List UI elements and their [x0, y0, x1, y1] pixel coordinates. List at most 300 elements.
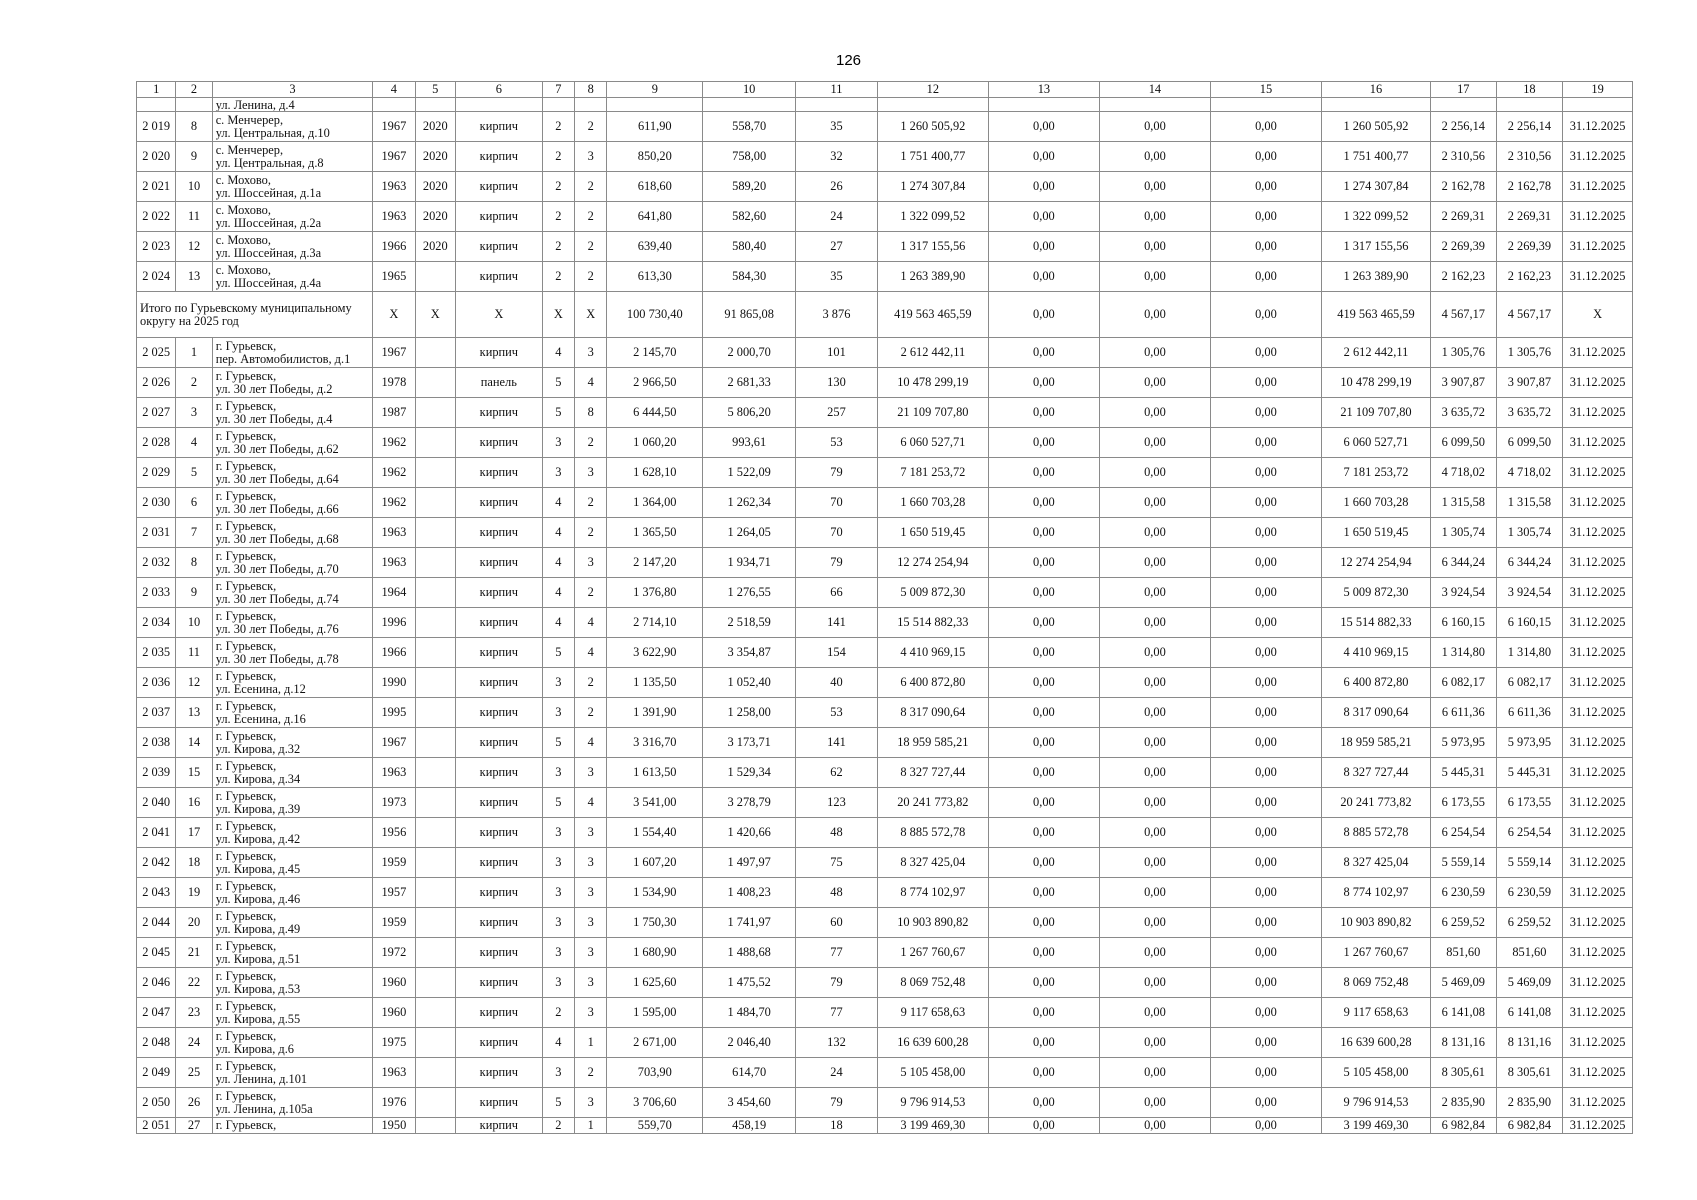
- table-cell: 5: [542, 368, 574, 398]
- table-cell: 1 522,09: [703, 458, 796, 488]
- table-cell: 6 254,54: [1496, 818, 1563, 848]
- table-cell: [415, 1118, 455, 1134]
- table-cell: 4: [575, 638, 607, 668]
- table-cell: 3: [575, 938, 607, 968]
- table-cell: 31.12.2025: [1563, 578, 1633, 608]
- table-cell: 31.12.2025: [1563, 458, 1633, 488]
- table-cell: 3: [542, 758, 574, 788]
- table-row: [137, 608, 1633, 638]
- table-row: [137, 112, 1633, 142]
- total-cell: 0,00: [988, 292, 1099, 338]
- table-cell: 1 488,68: [703, 938, 796, 968]
- table-cell: 1963: [373, 202, 415, 232]
- item-number-cell: 11: [176, 638, 212, 668]
- total-cell: 4 567,17: [1496, 292, 1563, 338]
- address-street: ул. Шоссейная, д.2а: [215, 215, 322, 230]
- column-header-13: 13: [988, 82, 1099, 98]
- table-cell: 0,00: [1210, 458, 1321, 488]
- address-locality: г. Гурьевск,: [215, 848, 277, 863]
- table-cell: 1 315,58: [1430, 488, 1496, 518]
- table-cell: 6 611,36: [1496, 698, 1563, 728]
- item-number-cell: 16: [176, 788, 212, 818]
- total-cell: 419 563 465,59: [877, 292, 988, 338]
- table-cell: 4: [575, 728, 607, 758]
- table-cell: 2 518,59: [703, 608, 796, 638]
- table-cell: 2020: [415, 202, 455, 232]
- table-cell: 0,00: [988, 998, 1099, 1028]
- table-cell: 1 267 760,67: [1321, 938, 1430, 968]
- table-cell: 0,00: [988, 698, 1099, 728]
- total-cell: 4 567,17: [1430, 292, 1496, 338]
- table-cell: 0,00: [1099, 142, 1210, 172]
- row-number-cell: 2 036: [137, 668, 176, 698]
- row-number-cell: 2 022: [137, 202, 176, 232]
- address-locality: г. Гурьевск,: [215, 398, 277, 413]
- table-cell: панель: [455, 368, 542, 398]
- address-street: ул. Есенина, д.16: [215, 711, 306, 726]
- table-cell: кирпич: [455, 938, 542, 968]
- table-cell: 2: [575, 698, 607, 728]
- address-locality: г. Гурьевск,: [215, 1088, 277, 1103]
- table-cell: 0,00: [988, 548, 1099, 578]
- table-cell: 79: [796, 968, 878, 998]
- table-cell: [415, 488, 455, 518]
- table-cell: 0,00: [1099, 998, 1210, 1028]
- column-header-18: 18: [1496, 82, 1563, 98]
- table-cell: 0,00: [1210, 728, 1321, 758]
- address-cell: [212, 1028, 373, 1058]
- page-number: 126: [835, 52, 862, 69]
- row-number-cell: 2 047: [137, 998, 176, 1028]
- table-row: [137, 968, 1633, 998]
- table-cell: 8 069 752,48: [1321, 968, 1430, 998]
- table-cell: 0,00: [988, 398, 1099, 428]
- table-cell: 0,00: [1099, 878, 1210, 908]
- table-cell: 31.12.2025: [1563, 232, 1633, 262]
- table-cell: [1496, 98, 1563, 112]
- table-cell: 1 595,00: [607, 998, 703, 1028]
- table-cell: 31.12.2025: [1563, 112, 1633, 142]
- address-street: пер. Автомобилистов, д.1: [215, 351, 351, 366]
- table-cell: 12 274 254,94: [877, 548, 988, 578]
- table-cell: кирпич: [455, 968, 542, 998]
- table-cell: 0,00: [988, 1088, 1099, 1118]
- table-cell: 16 639 600,28: [877, 1028, 988, 1058]
- table-cell: 31.12.2025: [1563, 998, 1633, 1028]
- total-cell: 100 730,40: [607, 292, 703, 338]
- table-cell: 1 751 400,77: [1321, 142, 1430, 172]
- table-cell: 559,70: [607, 1118, 703, 1134]
- table-cell: кирпич: [455, 578, 542, 608]
- address-cell: [212, 758, 373, 788]
- table-cell: 2 714,10: [607, 608, 703, 638]
- row-number-cell: 2 042: [137, 848, 176, 878]
- address-locality: с. Мохово,: [215, 232, 271, 247]
- table-cell: 60: [796, 908, 878, 938]
- address-cell: [212, 908, 373, 938]
- table-cell: 0,00: [988, 368, 1099, 398]
- table-cell: 1990: [373, 668, 415, 698]
- address-cell: [212, 548, 373, 578]
- address-street: ул. 30 лет Победы, д.76: [215, 621, 339, 636]
- table-cell: 79: [796, 1088, 878, 1118]
- table-cell: 1950: [373, 1118, 415, 1134]
- table-cell: 3: [575, 908, 607, 938]
- item-number-cell: 6: [176, 488, 212, 518]
- table-cell: [1321, 98, 1430, 112]
- item-number-cell: 9: [176, 142, 212, 172]
- table-cell: 8 305,61: [1430, 1058, 1496, 1088]
- table-cell: 4: [542, 608, 574, 638]
- table-cell: [415, 428, 455, 458]
- column-header-3: 3: [212, 82, 373, 98]
- table-cell: 27: [796, 232, 878, 262]
- table-cell: 2: [575, 518, 607, 548]
- address-locality: с. Менчерep,: [215, 112, 284, 127]
- table-cell: [415, 458, 455, 488]
- table-cell: [373, 98, 415, 112]
- table-cell: 31.12.2025: [1563, 338, 1633, 368]
- table-cell: кирпич: [455, 788, 542, 818]
- table-cell: 4: [575, 608, 607, 638]
- table-row: [137, 578, 1633, 608]
- table-cell: 850,20: [607, 142, 703, 172]
- table-cell: кирпич: [455, 1088, 542, 1118]
- table-cell: 0,00: [1099, 172, 1210, 202]
- table-cell: 141: [796, 728, 878, 758]
- table-cell: 5: [542, 1088, 574, 1118]
- table-cell: 1 628,10: [607, 458, 703, 488]
- table-cell: 1 680,90: [607, 938, 703, 968]
- item-number-cell: 22: [176, 968, 212, 998]
- table-cell: 851,60: [1496, 938, 1563, 968]
- item-number-cell: 11: [176, 202, 212, 232]
- table-cell: [575, 98, 607, 112]
- total-cell: X: [575, 292, 607, 338]
- table-cell: 3 924,54: [1430, 578, 1496, 608]
- table-cell: 31.12.2025: [1563, 698, 1633, 728]
- table-cell: 1 315,58: [1496, 488, 1563, 518]
- table-cell: 0,00: [1210, 398, 1321, 428]
- table-cell: 1967: [373, 338, 415, 368]
- table-cell: 2: [542, 262, 574, 292]
- address-locality: г. Гурьевск,: [215, 608, 277, 623]
- address-locality: г. Гурьевск,: [215, 818, 277, 833]
- table-cell: 2 162,23: [1430, 262, 1496, 292]
- continuation-row: [137, 98, 1633, 112]
- table-cell: 3 622,90: [607, 638, 703, 668]
- table-row: [137, 1058, 1633, 1088]
- table-cell: 3: [575, 458, 607, 488]
- table-cell: 1978: [373, 368, 415, 398]
- table-cell: 1 305,76: [1430, 338, 1496, 368]
- table-cell: 0,00: [988, 428, 1099, 458]
- table-cell: 6 082,17: [1430, 668, 1496, 698]
- table-cell: 5 009 872,30: [877, 578, 988, 608]
- total-cell: X: [542, 292, 574, 338]
- table-cell: 10 478 299,19: [877, 368, 988, 398]
- table-cell: 1976: [373, 1088, 415, 1118]
- table-cell: 2 671,00: [607, 1028, 703, 1058]
- address-street: ул. Кирова, д.51: [215, 951, 301, 966]
- address-locality: г. Гурьевск,: [215, 548, 277, 563]
- column-header-19: 19: [1563, 82, 1633, 98]
- table-body: [137, 98, 1633, 1134]
- table-cell: 0,00: [988, 142, 1099, 172]
- table-cell: 5 445,31: [1430, 758, 1496, 788]
- table-cell: 0,00: [1210, 848, 1321, 878]
- table-cell: [415, 518, 455, 548]
- table-cell: 3: [542, 848, 574, 878]
- table-cell: 0,00: [1099, 728, 1210, 758]
- table-cell: 6 060 527,71: [1321, 428, 1430, 458]
- table-cell: 0,00: [988, 878, 1099, 908]
- address-cell: [212, 368, 373, 398]
- table-cell: 2 256,14: [1430, 112, 1496, 142]
- row-number-cell: 2 024: [137, 262, 176, 292]
- table-cell: 1 529,34: [703, 758, 796, 788]
- table-cell: 31.12.2025: [1563, 1028, 1633, 1058]
- address-locality: г. Гурьевск,: [215, 908, 277, 923]
- item-number-cell: 5: [176, 458, 212, 488]
- column-header-17: 17: [1430, 82, 1496, 98]
- table-cell: [415, 262, 455, 292]
- table-cell: [176, 98, 212, 112]
- row-number-cell: 2 040: [137, 788, 176, 818]
- table-cell: 0,00: [988, 112, 1099, 142]
- column-number-row: [137, 82, 1633, 98]
- address-street: ул. 30 лет Победы, д.70: [215, 561, 339, 576]
- table-cell: [415, 338, 455, 368]
- table-cell: 8 069 752,48: [877, 968, 988, 998]
- row-number-cell: 2 050: [137, 1088, 176, 1118]
- table-cell: 584,30: [703, 262, 796, 292]
- table-cell: 0,00: [1099, 338, 1210, 368]
- table-cell: 9 117 658,63: [877, 998, 988, 1028]
- table-cell: 3 278,79: [703, 788, 796, 818]
- table-cell: 0,00: [1099, 608, 1210, 638]
- table-cell: 3 173,71: [703, 728, 796, 758]
- table-cell: 9 796 914,53: [1321, 1088, 1430, 1118]
- address-cell: [212, 262, 373, 292]
- row-number-cell: 2 028: [137, 428, 176, 458]
- table-cell: 2: [575, 232, 607, 262]
- table-cell: 458,19: [703, 1118, 796, 1134]
- table-cell: 1 258,00: [703, 698, 796, 728]
- address-cell: [212, 878, 373, 908]
- table-cell: 1 274 307,84: [1321, 172, 1430, 202]
- table-cell: 1967: [373, 112, 415, 142]
- table-cell: 2: [575, 172, 607, 202]
- table-cell: 0,00: [1210, 112, 1321, 142]
- table-cell: 3: [542, 938, 574, 968]
- address-cell: [212, 458, 373, 488]
- row-number-cell: 2 033: [137, 578, 176, 608]
- address-street: ул. Кирова, д.34: [215, 771, 301, 786]
- table-cell: 0,00: [1099, 518, 1210, 548]
- address-street: ул. Кирова, д.39: [215, 801, 301, 816]
- table-cell: 0,00: [1210, 818, 1321, 848]
- table-cell: [415, 878, 455, 908]
- row-number-cell: 2 025: [137, 338, 176, 368]
- address-cell: [212, 202, 373, 232]
- address-cell: [212, 998, 373, 1028]
- row-number-cell: 2 031: [137, 518, 176, 548]
- table-cell: 6 259,52: [1496, 908, 1563, 938]
- item-number-cell: 17: [176, 818, 212, 848]
- table-cell: 5 469,09: [1496, 968, 1563, 998]
- table-row: [137, 698, 1633, 728]
- item-number-cell: 18: [176, 848, 212, 878]
- table-row: [137, 728, 1633, 758]
- address-street: ул. Центральная, д.10: [215, 125, 330, 140]
- table-cell: 3: [575, 848, 607, 878]
- address-street: ул. Кирова, д.49: [215, 921, 301, 936]
- table-cell: 0,00: [1099, 758, 1210, 788]
- table-cell: 8 327 425,04: [1321, 848, 1430, 878]
- column-header-2: 2: [176, 82, 212, 98]
- item-number-cell: 13: [176, 698, 212, 728]
- table-cell: 0,00: [1099, 398, 1210, 428]
- table-cell: 0,00: [988, 1118, 1099, 1134]
- table-cell: 1 625,60: [607, 968, 703, 998]
- table-cell: 2 269,31: [1430, 202, 1496, 232]
- table-cell: 0,00: [1099, 818, 1210, 848]
- table-cell: 0,00: [988, 578, 1099, 608]
- table-cell: 0,00: [1210, 488, 1321, 518]
- table-row: [137, 172, 1633, 202]
- table-cell: 31.12.2025: [1563, 548, 1633, 578]
- table-cell: 8 774 102,97: [1321, 878, 1430, 908]
- table-cell: 2: [542, 1118, 574, 1134]
- address-street: ул. 30 лет Победы, д.66: [215, 501, 339, 516]
- table-row: [137, 368, 1633, 398]
- table-row: [137, 262, 1633, 292]
- table-cell: кирпич: [455, 998, 542, 1028]
- table-cell: 2 835,90: [1496, 1088, 1563, 1118]
- table-cell: 10 903 890,82: [1321, 908, 1430, 938]
- table-cell: 6 259,52: [1430, 908, 1496, 938]
- table-cell: 3 924,54: [1496, 578, 1563, 608]
- table-cell: 0,00: [1099, 968, 1210, 998]
- table-cell: 8 131,16: [1496, 1028, 1563, 1058]
- table-row: [137, 878, 1633, 908]
- row-number-cell: 2 035: [137, 638, 176, 668]
- table-cell: 0,00: [1210, 878, 1321, 908]
- table-cell: 1 534,90: [607, 878, 703, 908]
- table-cell: кирпич: [455, 1058, 542, 1088]
- table-cell: 0,00: [1099, 202, 1210, 232]
- table-cell: 0,00: [1210, 518, 1321, 548]
- table-cell: 8 317 090,64: [1321, 698, 1430, 728]
- address-locality: г. Гурьевск,: [215, 428, 277, 443]
- address-locality: г. Гурьевск,: [215, 728, 277, 743]
- address-cell: [212, 338, 373, 368]
- table-cell: 0,00: [1099, 262, 1210, 292]
- table-cell: [703, 98, 796, 112]
- column-header-1: 1: [137, 82, 176, 98]
- table-cell: 154: [796, 638, 878, 668]
- table-cell: 40: [796, 668, 878, 698]
- table-cell: 0,00: [1099, 698, 1210, 728]
- table-cell: 2: [575, 1058, 607, 1088]
- table-cell: 0,00: [988, 638, 1099, 668]
- table-cell: [877, 98, 988, 112]
- row-number-cell: 2 034: [137, 608, 176, 638]
- item-number-cell: 3: [176, 398, 212, 428]
- housing-register-table: [136, 81, 1633, 1134]
- table-cell: 589,20: [703, 172, 796, 202]
- table-cell: 851,60: [1430, 938, 1496, 968]
- table-cell: кирпич: [455, 758, 542, 788]
- table-row: [137, 398, 1633, 428]
- total-label-cell: Итого по Гурьевскому муниципальному округу на 2025 год: [137, 292, 373, 338]
- table-cell: 9 796 914,53: [877, 1088, 988, 1118]
- address-street: ул. 30 лет Победы, д.4: [215, 411, 333, 426]
- table-cell: 3 199 469,30: [1321, 1118, 1430, 1134]
- table-cell: 7 181 253,72: [1321, 458, 1430, 488]
- table-row: [137, 232, 1633, 262]
- address-cell: [212, 1118, 373, 1134]
- row-number-cell: 2 023: [137, 232, 176, 262]
- column-header-10: 10: [703, 82, 796, 98]
- table-cell: 1987: [373, 398, 415, 428]
- table-cell: 1963: [373, 172, 415, 202]
- table-cell: 2 162,78: [1430, 172, 1496, 202]
- table-cell: 5 445,31: [1496, 758, 1563, 788]
- row-number-cell: 2 049: [137, 1058, 176, 1088]
- table-cell: 8: [575, 398, 607, 428]
- table-cell: 3: [575, 998, 607, 1028]
- table-cell: 4: [542, 488, 574, 518]
- table-cell: 641,80: [607, 202, 703, 232]
- table-cell: 1 484,70: [703, 998, 796, 1028]
- table-row: [137, 1118, 1633, 1134]
- table-cell: 31.12.2025: [1563, 488, 1633, 518]
- table-cell: 3 199 469,30: [877, 1118, 988, 1134]
- table-cell: 5 469,09: [1430, 968, 1496, 998]
- table-cell: 5 009 872,30: [1321, 578, 1430, 608]
- address-cell: [212, 848, 373, 878]
- address-locality: г. Гурьевск,: [215, 698, 277, 713]
- table-cell: 1 314,80: [1496, 638, 1563, 668]
- table-cell: [415, 608, 455, 638]
- table-cell: 0,00: [1099, 1118, 1210, 1134]
- row-number-cell: 2 032: [137, 548, 176, 578]
- address-street: ул. 30 лет Победы, д.64: [215, 471, 339, 486]
- total-cell: 3 876: [796, 292, 878, 338]
- table-cell: 1972: [373, 938, 415, 968]
- table-cell: 1 650 519,45: [1321, 518, 1430, 548]
- table-row: [137, 548, 1633, 578]
- address-cell: [212, 112, 373, 142]
- table-cell: 0,00: [988, 458, 1099, 488]
- table-cell: 0,00: [988, 968, 1099, 998]
- address-locality: с. Менчерep,: [215, 142, 284, 157]
- table-cell: 32: [796, 142, 878, 172]
- table-cell: 0,00: [1210, 968, 1321, 998]
- table-cell: 2: [542, 232, 574, 262]
- table-cell: [415, 788, 455, 818]
- table-cell: 2: [575, 428, 607, 458]
- table-cell: 0,00: [988, 818, 1099, 848]
- table-row: [137, 848, 1633, 878]
- table-cell: 4: [542, 578, 574, 608]
- table-cell: 6 982,84: [1430, 1118, 1496, 1134]
- table-cell: 0,00: [1099, 638, 1210, 668]
- address-locality: г. Гурьевск,: [215, 668, 277, 683]
- table-cell: 0,00: [988, 908, 1099, 938]
